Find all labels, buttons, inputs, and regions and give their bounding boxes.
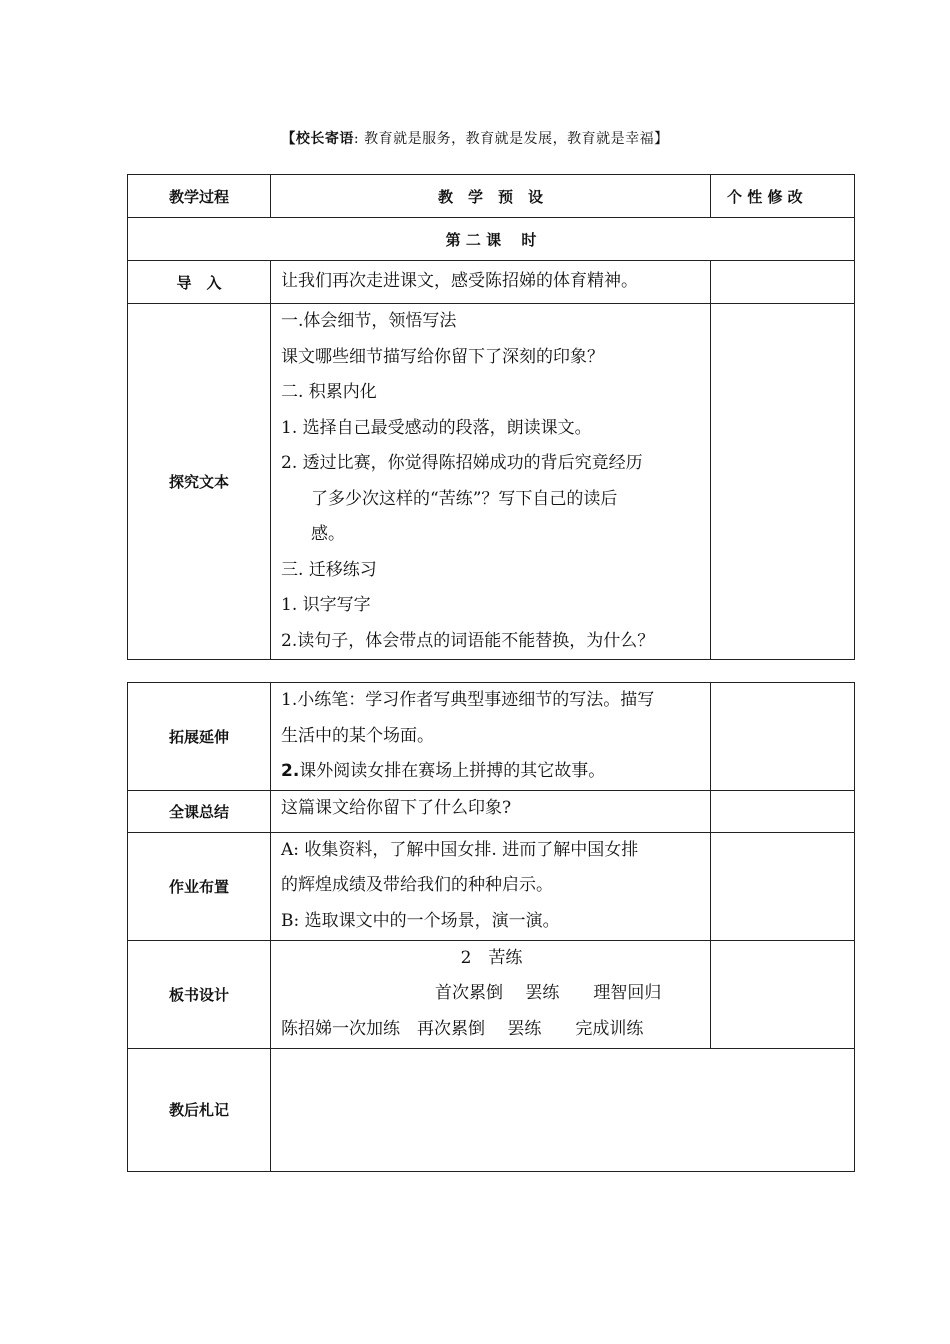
intro-revise-cell [711, 261, 855, 304]
extend-label: 拓展延伸 [128, 683, 271, 791]
explore-line: 三. 迁移练习 [281, 559, 377, 580]
explore-row [128, 304, 855, 660]
explore-line: 一.体会细节，领悟写法 [281, 311, 457, 331]
header-revise: 个 性 修 改 [711, 175, 855, 218]
extend-row [128, 683, 855, 791]
homework-line: B: 选取课文中的一个场景，演一演。 [281, 910, 560, 931]
board-row-2-right: 再次累倒 罢练 完成训练 [417, 1018, 644, 1039]
extend-content [271, 683, 711, 791]
explore-line: 二. 积累内化 [281, 382, 377, 402]
extend-item2-text: 课外阅读女排在赛场上拼搏的其它故事。 [299, 761, 606, 781]
extend-line: 生活中的某个场面。 [281, 725, 434, 746]
extend-item2-number: 2. [281, 761, 300, 781]
intro-label: 导 入 [128, 261, 271, 304]
motto-text: : 教育就是服务，教育就是发展，教育就是幸福】 [353, 131, 669, 147]
reflection-content[interactable] [271, 1048, 855, 1171]
header-row [128, 175, 855, 218]
explore-label: 探究文本 [128, 304, 271, 660]
lesson-title-row [128, 218, 855, 261]
explore-line: 1. 选择自己最受感动的段落，朗读课文。 [281, 417, 592, 438]
summary-label: 全课总结 [128, 790, 271, 832]
summary-text: 这篇课文给你留下了什么印象? [271, 790, 711, 832]
homework-label: 作业布置 [128, 832, 271, 940]
header-preset: 教 学 预 设 [271, 175, 711, 218]
explore-line: 2. 透过比赛，你觉得陈招娣成功的背后究竟经历 [281, 453, 643, 473]
explore-revise-cell [711, 304, 855, 660]
explore-line: 2.读句子，体会带点的词语能不能替换，为什么？ [281, 630, 655, 651]
board-row-1: 首次累倒 罢练 理智回归 [435, 983, 662, 1003]
board-revise-cell [711, 940, 855, 1048]
intro-text: 让我们再次走进课文，感受陈招娣的体育精神。 [271, 261, 711, 304]
reflection-row [128, 1048, 855, 1171]
board-content [271, 940, 711, 1048]
lesson-plan-table-2 [127, 682, 855, 1172]
principal-motto [0, 128, 950, 148]
homework-row [128, 832, 855, 940]
homework-revise-cell [711, 832, 855, 940]
homework-line: A: 收集资料，了解中国女排. 进而了解中国女排 [281, 839, 639, 860]
extend-line: 1.小练笔：学习作者写典型事迹细节的写法。描写 [281, 690, 655, 710]
board-row [128, 940, 855, 1048]
lesson-plan-table-1 [127, 174, 855, 660]
explore-line: 感。 [311, 524, 345, 544]
homework-line: 的辉煌成绩及带给我们的种种启示。 [281, 875, 553, 895]
motto-prefix: 【校长寄语 [281, 131, 354, 147]
summary-row [128, 790, 855, 832]
homework-content [271, 832, 711, 940]
header-process: 教学过程 [128, 175, 271, 218]
reflection-label: 教后札记 [128, 1048, 271, 1171]
extend-revise-cell [711, 683, 855, 791]
board-row-2 [281, 1012, 702, 1048]
intro-row [128, 261, 855, 304]
summary-revise-cell [711, 790, 855, 832]
explore-content [271, 304, 711, 660]
board-label: 板书设计 [128, 940, 271, 1048]
explore-line: 1. 识字写字 [281, 595, 371, 615]
extend-line [281, 754, 702, 790]
board-title: 2 苦练 [460, 947, 523, 968]
explore-line: 了多少次这样的“苦练”？写下自己的读后 [311, 488, 618, 509]
board-row-2-left: 陈招娣一次加练 [281, 1018, 400, 1039]
lesson-title: 第 二 课 时 [128, 218, 855, 261]
explore-line: 课文哪些细节描写给你留下了深刻的印象？ [281, 346, 604, 367]
